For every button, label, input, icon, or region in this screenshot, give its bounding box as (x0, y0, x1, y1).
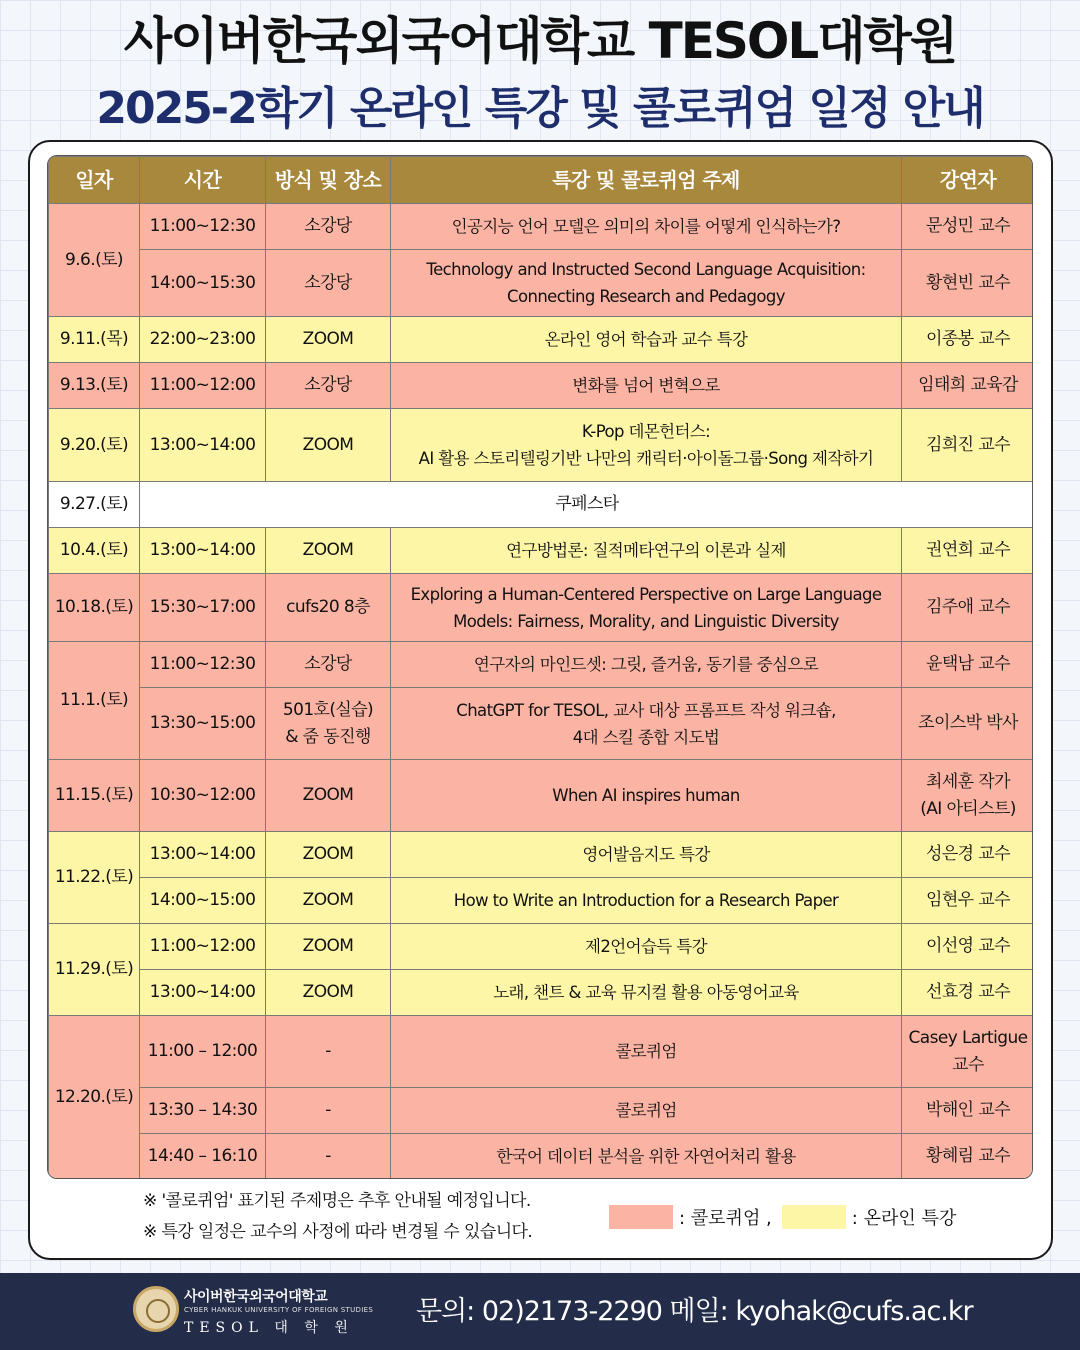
place-cell: ZOOM (266, 878, 391, 924)
topic-cell: 한국어 데이터 분석을 위한 자연어처리 활용 (391, 1134, 902, 1180)
time-cell: 22:00~23:00 (140, 317, 266, 363)
header-topic: 특강 및 콜로퀴엄 주제 (391, 157, 902, 204)
table-row (49, 832, 1034, 878)
legend-label-colloquium: : 콜로퀴엄 , (679, 1208, 772, 1229)
time-cell: 13:30~15:00 (140, 688, 266, 760)
speaker-cell: 김주애 교수 (902, 574, 1034, 642)
speaker-line: 교수 (952, 1054, 984, 1075)
time-cell: 14:00~15:00 (140, 878, 266, 924)
speaker-cell: 이선영 교수 (902, 924, 1034, 970)
speaker-line: 최세훈 작가 (926, 771, 1010, 792)
place-cell: - (266, 1134, 391, 1180)
footnotes (143, 1186, 603, 1248)
place-cell: 소강당 (266, 250, 391, 317)
header-date: 일자 (49, 157, 140, 204)
speaker-cell: 권연희 교수 (902, 528, 1034, 574)
table-row (49, 688, 1034, 760)
speaker-cell: 임현우 교수 (902, 878, 1034, 924)
table-row (49, 317, 1034, 363)
topic-line: Technology and Instructed Second Language Acquisition: (426, 260, 866, 279)
table-row (49, 642, 1034, 688)
topic-line: K-Pop 데몬헌터스: (581, 422, 711, 441)
time-cell: 11:00~12:30 (140, 642, 266, 688)
place-cell: 소강당 (266, 642, 391, 688)
table-row (49, 204, 1034, 250)
time-cell: 13:00~14:00 (140, 970, 266, 1016)
time-cell: 10:30~12:00 (140, 760, 266, 832)
page-subtitle: 2025-2학기 온라인 특강 및 콜로퀴엄 일정 안내 (96, 83, 984, 134)
place-cell: ZOOM (266, 528, 391, 574)
place-cell: ZOOM (266, 409, 391, 482)
table-row (49, 878, 1034, 924)
table-row (49, 970, 1034, 1016)
speaker-cell (902, 760, 1034, 832)
place-cell: 소강당 (266, 204, 391, 250)
time-cell: 13:00~14:00 (140, 832, 266, 878)
time-cell: 13:00~14:00 (140, 409, 266, 482)
place-cell (266, 688, 391, 760)
topic-line: ChatGPT for TESOL, 교사 대상 프롬프트 작성 워크숍, (456, 700, 836, 720)
place-cell: 소강당 (266, 363, 391, 409)
place-cell: ZOOM (266, 924, 391, 970)
table-row (49, 528, 1034, 574)
table-row (49, 924, 1034, 970)
speaker-cell: 박해인 교수 (902, 1088, 1034, 1134)
place-cell: ZOOM (266, 832, 391, 878)
time-cell: 13:30 – 14:30 (140, 1088, 266, 1134)
topic-line: Connecting Research and Pedagogy (507, 287, 785, 306)
topic-cell: 인공지능 언어 모델은 의미의 차이를 어떻게 인식하는가? (391, 204, 902, 250)
speaker-cell: 황현빈 교수 (902, 250, 1034, 317)
table-row (49, 482, 1034, 528)
topic-cell: 영어발음지도 특강 (391, 832, 902, 878)
footnote-2: ※ 특강 일정은 교수의 사정에 따라 변경될 수 있습니다. (143, 1222, 533, 1242)
speaker-cell: 선효경 교수 (902, 970, 1034, 1016)
speaker-cell: 이종봉 교수 (902, 317, 1034, 363)
topic-cell: 노래, 챈트 & 교육 뮤지컬 활용 아동영어교육 (391, 970, 902, 1016)
schedule-table-wrapper (47, 155, 1033, 1179)
speaker-cell (902, 1016, 1034, 1088)
date-cell: 10.4.(토) (49, 528, 140, 574)
speaker-line: Casey Lartigue (908, 1027, 1028, 1048)
topic-cell: 변화를 넘어 변혁으로 (391, 363, 902, 409)
logo-korean-name: 사이버한국외국어대학교 (184, 1289, 328, 1305)
topic-cell: How to Write an Introduction for a Research Paper (391, 878, 902, 924)
contact-info: 문의: 02)2173-2290 메일: kyohak@cufs.ac.kr (416, 1296, 973, 1327)
date-cell: 9.27.(토) (49, 482, 140, 528)
color-legend (609, 1204, 960, 1230)
topic-cell (391, 688, 902, 760)
speaker-cell: 조이스박 박사 (902, 688, 1034, 760)
table-row (49, 409, 1034, 482)
table-row (49, 250, 1034, 317)
speaker-cell: 김희진 교수 (902, 409, 1034, 482)
date-cell: 11.22.(토) (49, 832, 140, 924)
table-row (49, 363, 1034, 409)
date-cell: 11.1.(토) (49, 642, 140, 760)
topic-cell: When AI inspires human (391, 760, 902, 832)
date-cell: 11.29.(토) (49, 924, 140, 1016)
speaker-line: (AI 아티스트) (920, 798, 1016, 819)
date-cell: 11.15.(토) (49, 760, 140, 832)
logo-tesol-text: TESOL 대 학 원 (184, 1320, 354, 1336)
table-row (49, 1134, 1034, 1180)
topic-cell (391, 409, 902, 482)
place-cell: ZOOM (266, 970, 391, 1016)
table-row (49, 1088, 1034, 1134)
speaker-cell: 황혜림 교수 (902, 1134, 1034, 1180)
place-cell: - (266, 1016, 391, 1088)
footnote-1: ※ '콜로퀴엄' 표기된 주제명은 추후 안내될 예정입니다. (143, 1191, 531, 1211)
time-cell: 14:40 – 16:10 (140, 1134, 266, 1180)
place-cell: - (266, 1088, 391, 1134)
page-title: 사이버한국외국어대학교 TESOL대학원 (123, 12, 957, 70)
topic-cell: 온라인 영어 학습과 교수 특강 (391, 317, 902, 363)
topic-cell: 연구자의 마인드셋: 그릿, 즐거움, 동기를 중심으로 (391, 642, 902, 688)
legend-label-online: : 온라인 특강 (851, 1208, 957, 1229)
table-header-row (49, 157, 1034, 204)
place-cell: cufs20 8층 (266, 574, 391, 642)
speaker-cell: 임태희 교육감 (902, 363, 1034, 409)
time-cell: 11:00~12:00 (140, 924, 266, 970)
header-speaker: 강연자 (902, 157, 1034, 204)
header-place: 방식 및 장소 (266, 157, 391, 204)
legend-swatch-yellow (782, 1205, 846, 1229)
place-cell: ZOOM (266, 317, 391, 363)
topic-line: Exploring a Human-Centered Perspective on Large Language (410, 584, 882, 604)
topic-cell: 연구방법론: 질적메타연구의 이론과 실제 (391, 528, 902, 574)
date-cell: 12.20.(토) (49, 1016, 140, 1180)
place-line: 501호(실습) (282, 699, 374, 720)
header-time: 시간 (140, 157, 266, 204)
table-row (49, 760, 1034, 832)
university-seal-icon (133, 1286, 179, 1332)
topic-cell (391, 250, 902, 317)
topic-cell: 제2언어습득 특강 (391, 924, 902, 970)
time-cell: 11:00~12:00 (140, 363, 266, 409)
place-cell: ZOOM (266, 760, 391, 832)
time-cell: 14:00~15:30 (140, 250, 266, 317)
topic-cell: 콜로퀴엄 (391, 1016, 902, 1088)
topic-cell: 콜로퀴엄 (391, 1088, 902, 1134)
date-cell: 9.11.(목) (49, 317, 140, 363)
topic-line: 4대 스킬 종합 지도법 (572, 727, 720, 747)
speaker-cell: 성은경 교수 (902, 832, 1034, 878)
time-cell: 11:00 – 12:00 (140, 1016, 266, 1088)
date-cell: 9.13.(토) (49, 363, 140, 409)
topic-cell (391, 574, 902, 642)
legend-swatch-pink (609, 1205, 673, 1229)
schedule-table (48, 156, 1033, 1179)
speaker-cell: 문성민 교수 (902, 204, 1034, 250)
speaker-cell: 윤택남 교수 (902, 642, 1034, 688)
topic-line: AI 활용 스토리텔링기반 나만의 캐릭터·아이돌그룹·Song 제작하기 (418, 449, 874, 468)
topic-line: Models: Fairness, Morality, and Linguistic Diversity (453, 611, 839, 631)
logo-english-name: CYBER HANKUK UNIVERSITY OF FOREIGN STUDIES (184, 1306, 374, 1314)
table-row (49, 1016, 1034, 1088)
footer-bar (0, 1273, 1080, 1350)
date-cell: 9.6.(토) (49, 204, 140, 317)
time-cell: 13:00~14:00 (140, 528, 266, 574)
place-line: & 줌 동진행 (285, 726, 371, 747)
time-cell: 11:00~12:30 (140, 204, 266, 250)
time-cell: 15:30~17:00 (140, 574, 266, 642)
table-row (49, 574, 1034, 642)
date-cell: 10.18.(토) (49, 574, 140, 642)
date-cell: 9.20.(토) (49, 409, 140, 482)
event-cell: 쿠페스타 (140, 482, 1034, 528)
